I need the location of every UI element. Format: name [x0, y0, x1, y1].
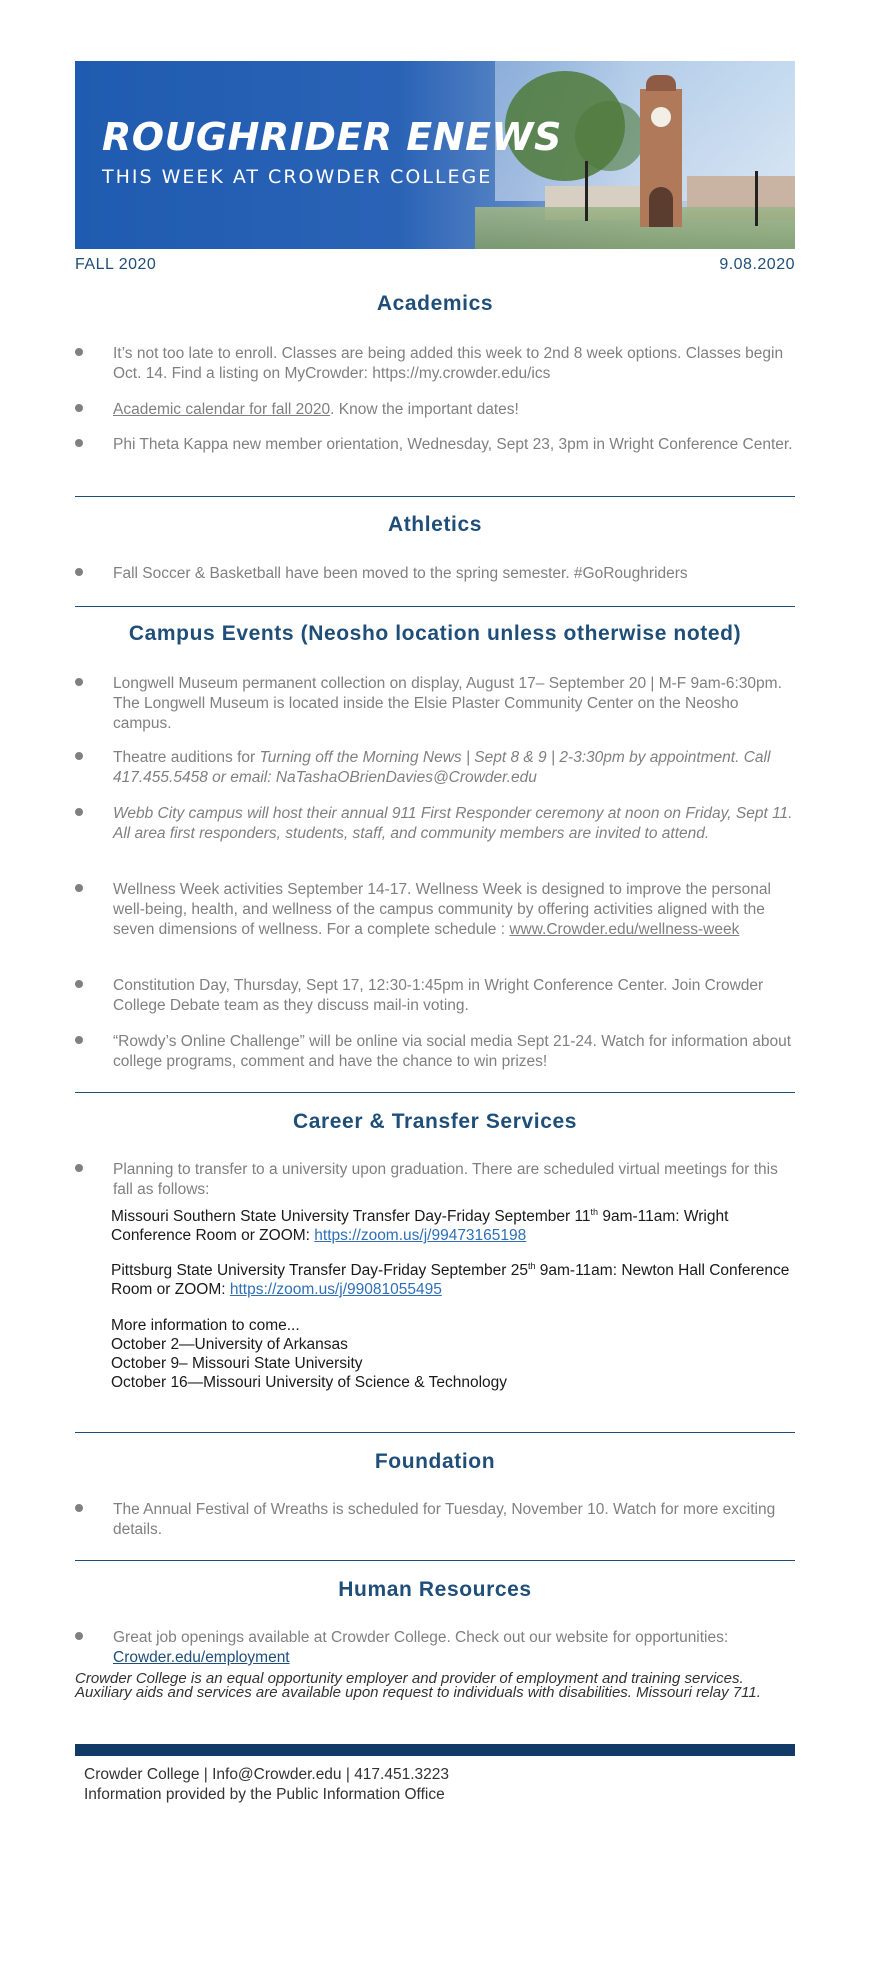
bullet-icon: [75, 348, 83, 356]
career-transfer-heading: Career & Transfer Services: [292, 1110, 578, 1133]
mssu-zoom-link[interactable]: https://zoom.us/j/99473165198: [314, 1227, 527, 1244]
human-resources-heading: Human Resources: [338, 1578, 532, 1601]
section-divider: [75, 606, 795, 607]
wellness-week-link[interactable]: www.Crowder.edu/wellness-week: [509, 921, 740, 938]
clock-tower-image: [640, 89, 682, 227]
bullet-icon: [75, 1036, 83, 1044]
lawn-image: [475, 207, 795, 249]
mssu-transfer-day: Missouri Southern State University Transfer Day-Friday September 11th 9am-11am: Wright Conference Room or ZOOM: https://zoom.us/j/99473165198: [111, 1206, 729, 1244]
psu-transfer-day: Pittsburg State University Transfer Day-Friday September 25th 9am-11am: Newton Hall Conference Room or ZOOM: https://zoom.us/j/99081055495: [111, 1260, 790, 1298]
section-divider: [75, 1092, 795, 1093]
bullet-icon: [75, 884, 83, 892]
bullet-icon: [75, 980, 83, 988]
term-label: FALL 2020: [75, 256, 157, 273]
employment-link[interactable]: Crowder.edu/employment: [113, 1649, 290, 1666]
bullet-icon: [75, 439, 83, 447]
campus-events-heading: Campus Events (Neosho location unless otherwise noted): [128, 622, 742, 645]
section-divider: [75, 1432, 795, 1433]
newsletter-subtitle: THIS WEEK AT CROWDER COLLEGE: [102, 166, 493, 188]
lamp-post-image: [585, 161, 588, 221]
newsletter-title: ROUGHRIDER ENEWS: [102, 115, 562, 159]
bullet-icon: [75, 752, 83, 760]
eeo-statement: Crowder College is an equal opportunity employer and provider of employment and training services. Auxiliary aids and services are available upon request to individuals with disabilities. Missouri relay 711.: [75, 1670, 761, 1701]
bullet-icon: [75, 1504, 83, 1512]
footer-credit: Information provided by the Public Information Office: [84, 1786, 445, 1803]
bullet-icon: [75, 1632, 83, 1640]
contact-info: Crowder College | Info@Crowder.edu | 417.451.3223: [84, 1766, 450, 1783]
issue-date: 9.08.2020: [719, 256, 795, 273]
bullet-icon: [75, 808, 83, 816]
section-divider: [75, 496, 795, 497]
psu-zoom-link[interactable]: https://zoom.us/j/99081055495: [229, 1281, 442, 1298]
academics-heading: Academics: [376, 292, 494, 315]
lamp-post-image: [755, 171, 758, 226]
bullet-icon: [75, 568, 83, 576]
academic-calendar-link[interactable]: Academic calendar for fall 2020: [113, 401, 331, 418]
foundation-heading: Foundation: [374, 1450, 496, 1473]
footer-bar: [75, 1744, 795, 1756]
bullet-icon: [75, 404, 83, 412]
bullet-icon: [75, 1164, 83, 1172]
more-info-list: More information to come... October 2—University of Arkansas October 9– Missouri State University October 16—Missouri University of Science & Technology: [111, 1317, 507, 1391]
athletics-heading: Athletics: [387, 513, 483, 536]
section-divider: [75, 1560, 795, 1561]
footer: [84, 1765, 449, 1805]
bullet-icon: [75, 678, 83, 686]
